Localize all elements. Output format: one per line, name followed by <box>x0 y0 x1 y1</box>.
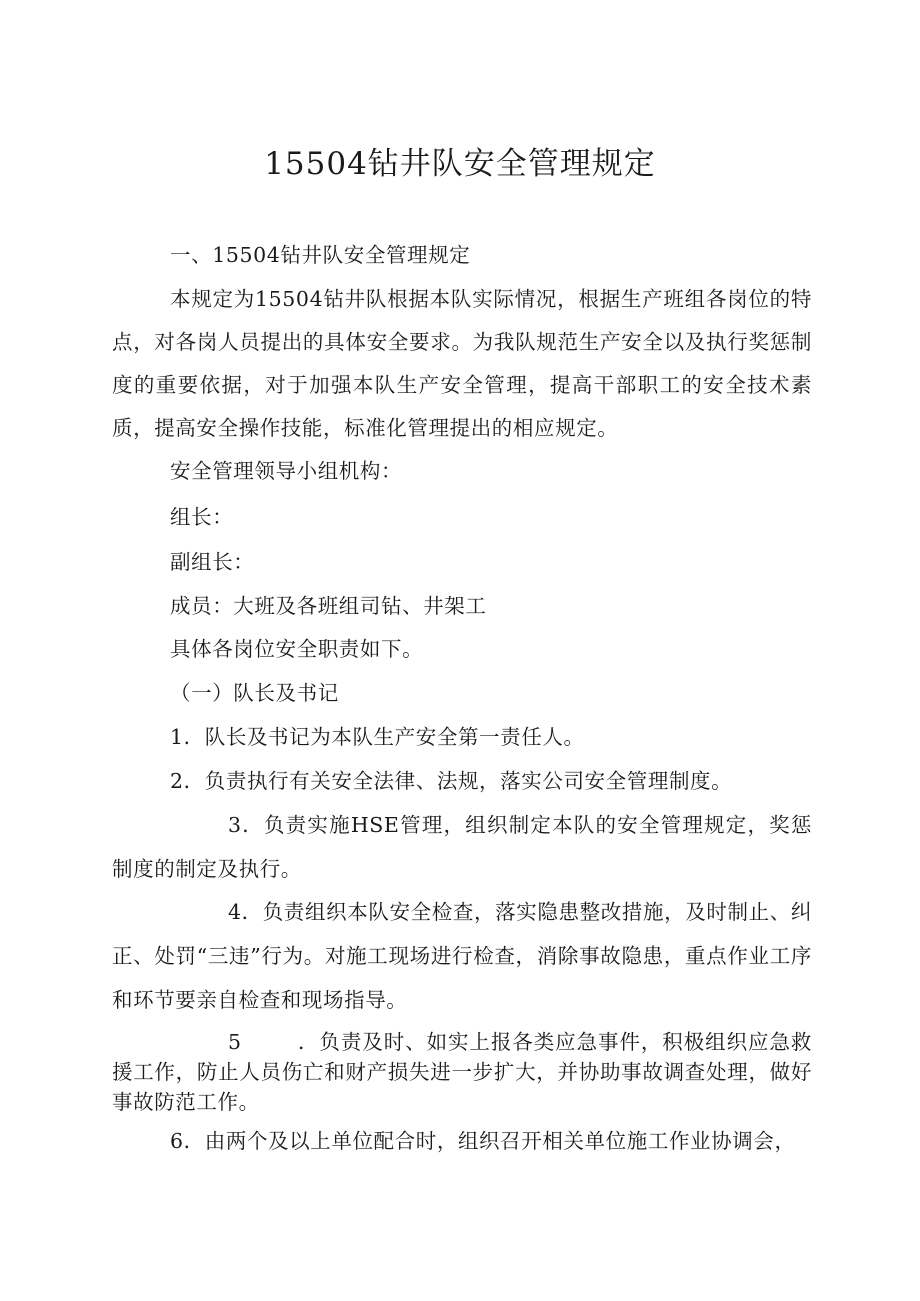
list-item <box>112 1027 812 1117</box>
section-heading: （一）队长及书记 <box>170 681 339 705</box>
list-item-number: 1 <box>170 725 184 749</box>
leader-line: 组长： <box>170 505 234 529</box>
list-item <box>112 803 812 891</box>
list-item-text: ．负责组织本队安全检查，落实隐患整改措施，及时制止、纠正、处罚“三违”行为。对施工现场进行检查，消除事故隐患，重点作业工序和环节要亲自检查和现场指导。 <box>112 900 812 1012</box>
duties-intro: 具体各岗位安全职责如下。 <box>170 637 424 661</box>
list-item <box>112 890 812 1022</box>
list-item <box>170 1124 796 1154</box>
list-item-number: 6 <box>170 1129 184 1153</box>
document-title: 15504钻井队安全管理规定 <box>264 146 656 182</box>
heading-section: 一、15504钻井队安全管理规定 <box>170 243 471 267</box>
list-item <box>170 720 585 750</box>
list-item <box>170 764 732 794</box>
list-item-text: ．负责及时、如实上报各类应急事件，积极组织应急救援工作，防止人员伤亡和财产损失进一步扩大，并协助事故调查处理，做好事故防范工作。 <box>112 1030 812 1114</box>
list-item-text: ．负责执行有关安全法律、法规，落实公司安全管理制度。 <box>183 769 733 793</box>
deputy-leader-line: 副组长： <box>170 550 255 574</box>
list-item-number: 3 <box>228 813 242 837</box>
list-item-text: ．由两个及以上单位配合时，组织召开相关单位施工作业协调会， <box>183 1129 796 1153</box>
members-line: 成员：大班及各班组司钻、井架工 <box>170 594 487 618</box>
list-item-text: ．负责实施HSE管理，组织制定本队的安全管理规定，奖惩制度的制定及执行。 <box>112 813 812 881</box>
list-item-text: ．队长及书记为本队生产安全第一责任人。 <box>183 725 585 749</box>
intro-paragraph: 本规定为15504钻井队根据本队实际情况，根据生产班组各岗位的特点，对各岗人员提出的具体安全要求。为我队规范生产安全以及执行奖惩制度的重要依据，对于加强本队生产安全管理，提高干部职工的安全技术素质，提高安全操作技能，标准化管理提出的相应规定。 <box>112 287 812 440</box>
list-item-number: 4 <box>228 900 242 924</box>
org-heading: 安全管理领导小组机构： <box>170 459 403 483</box>
list-item-number: 2 <box>170 769 184 793</box>
list-item-number: 5 <box>228 1030 242 1054</box>
